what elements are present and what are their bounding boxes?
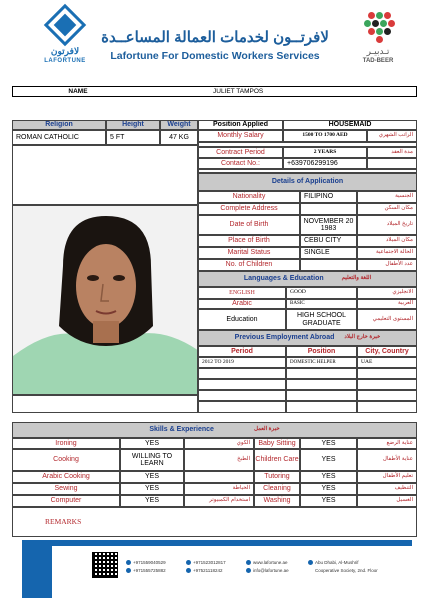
skill-cooking-arabic: الطبخ bbox=[184, 449, 254, 471]
company-name-english: Lafortune For Domestic Workers Services bbox=[110, 50, 320, 62]
footer bbox=[22, 540, 412, 598]
contact-label: Contact No.: bbox=[198, 158, 283, 169]
globe-icon bbox=[246, 560, 251, 565]
education-arabic: المستوى التعليمي bbox=[357, 309, 417, 330]
skill-cleaning-value: YES bbox=[300, 483, 357, 495]
footer-phone-1: +971559040529 bbox=[126, 560, 166, 565]
skill-arabic-cooking-value: YES bbox=[120, 471, 184, 483]
position-value: HOUSEMAID bbox=[283, 120, 417, 130]
address-value bbox=[300, 203, 357, 215]
skill-ironing-arabic: الكوي bbox=[184, 438, 254, 449]
skills-title-arabic: خبرة العمل bbox=[253, 426, 280, 433]
mail-icon bbox=[246, 568, 251, 573]
skill-babysitting-label: Baby Sitting bbox=[254, 438, 300, 449]
languages-title-text: Languages & Education bbox=[243, 275, 324, 283]
contact-value: +639706299196 bbox=[283, 158, 367, 169]
nationality-value: FILIPINO bbox=[300, 191, 357, 203]
dob-label: Date of Birth bbox=[198, 215, 300, 235]
employment-title-text: Previous Employment Abroad bbox=[234, 334, 335, 342]
skill-arabic-cooking-arabic bbox=[184, 471, 254, 483]
tadbeer-arabic: تـدبيـر bbox=[366, 46, 390, 56]
marital-value: SINGLE bbox=[300, 247, 357, 259]
logo-arabic: لافرتون bbox=[50, 46, 80, 56]
employment-position: DOMESTIC HELPER bbox=[286, 357, 357, 368]
employment-title-arabic: خبرة خارج البلاد bbox=[344, 334, 381, 341]
skill-babysitting-arabic: عناية الرضع bbox=[357, 438, 417, 449]
footer-phone-2: +971555725882 bbox=[126, 568, 166, 573]
phone-icon bbox=[126, 560, 131, 565]
skill-cleaning-arabic: التنظيف bbox=[357, 483, 417, 495]
footer-address-1: Abu Dhabi, Al-Mushrif bbox=[308, 560, 359, 565]
applicant-photo bbox=[12, 205, 198, 395]
position-label: Position Applied bbox=[198, 120, 283, 130]
contract-arabic: مدة العقد bbox=[367, 147, 417, 158]
marital-arabic: الحالة الاجتماعية bbox=[357, 247, 417, 259]
skill-washing-label: Washing bbox=[254, 495, 300, 507]
skill-tutoring-label: Tutoring bbox=[254, 471, 300, 483]
skills-title-text: Skills & Experience bbox=[149, 426, 214, 434]
children-label: No. of Children bbox=[198, 259, 300, 271]
address-label: Complete Address bbox=[198, 203, 300, 215]
employment-period: 2012 TO 2019 bbox=[198, 357, 286, 368]
skill-childcare-value: YES bbox=[300, 449, 357, 471]
weight-value: 47 KG bbox=[160, 130, 198, 145]
skill-cooking-value: WILLING TO LEARN bbox=[120, 449, 184, 471]
header bbox=[0, 0, 430, 78]
marital-label: Marital Status bbox=[198, 247, 300, 259]
weight-header: Weight bbox=[160, 120, 198, 130]
qr-code-icon bbox=[92, 552, 118, 578]
country-header: City, Country bbox=[357, 346, 417, 357]
dob-value: NOVEMBER 20 1983 bbox=[300, 215, 357, 235]
skill-cleaning-label: Cleaning bbox=[254, 483, 300, 495]
languages-title bbox=[198, 271, 417, 287]
salary-value: 1500 TO 1700 AED bbox=[283, 130, 367, 142]
period-header: Period bbox=[198, 346, 286, 357]
arabic-label: Arabic bbox=[198, 299, 286, 309]
salary-arabic: الراتب الشهري bbox=[367, 130, 417, 142]
languages-title-arabic: اللغة والتعليم bbox=[341, 275, 372, 282]
skill-computer-label: Computer bbox=[12, 495, 120, 507]
portrait-image bbox=[13, 206, 198, 395]
footer-address-2: Cooperative Society, 2nd. Floor bbox=[315, 568, 378, 573]
tadbeer-text: TAD-BEER bbox=[362, 58, 394, 64]
english-arabic: الانجليزي bbox=[357, 287, 417, 299]
skill-cooking-label: Cooking bbox=[12, 449, 120, 471]
arabic-arabic: العربية bbox=[357, 299, 417, 309]
application-title: Details of Application bbox=[198, 173, 417, 191]
skill-ironing-label: Ironing bbox=[12, 438, 120, 449]
footer-phone-4: +97521118242 bbox=[186, 568, 223, 573]
pob-value: CEBU CITY bbox=[300, 235, 357, 247]
skill-computer-arabic: استخدام الكمبيوتر bbox=[184, 495, 254, 507]
skill-tutoring-arabic: تعليم الأطفال bbox=[357, 471, 417, 483]
skill-sewing-value: YES bbox=[120, 483, 184, 495]
company-name-arabic: لافرتــون لخدمات العمالة المساعــدة bbox=[101, 29, 329, 46]
footer-web[interactable]: www.lafortune.ae bbox=[246, 560, 288, 565]
name-label: NAME bbox=[68, 88, 88, 95]
phone-icon bbox=[186, 560, 191, 565]
education-value: HIGH SCHOOL GRADUATE bbox=[286, 309, 357, 330]
pob-label: Place of Birth bbox=[198, 235, 300, 247]
footer-email[interactable]: info@lafortune.ae bbox=[246, 568, 289, 573]
employment-country: UAE bbox=[357, 357, 417, 368]
skill-tutoring-value: YES bbox=[300, 471, 357, 483]
lafortune-logo bbox=[40, 8, 90, 66]
skill-washing-arabic: الغسيل bbox=[357, 495, 417, 507]
skill-sewing-label: Sewing bbox=[12, 483, 120, 495]
children-arabic: عدد الأطفال bbox=[357, 259, 417, 271]
height-header: Height bbox=[106, 120, 160, 130]
skill-computer-value: YES bbox=[120, 495, 184, 507]
name-row bbox=[12, 86, 417, 97]
religion-value: ROMAN CATHOLIC bbox=[12, 130, 106, 145]
location-pin-icon bbox=[308, 560, 313, 565]
dob-arabic: تاريخ الميلاد bbox=[357, 215, 417, 235]
blank-area bbox=[12, 145, 198, 205]
contract-value: 2 YEARS bbox=[283, 147, 367, 158]
remarks-field: REMARKS bbox=[12, 507, 417, 537]
fax-icon bbox=[186, 568, 191, 573]
skill-washing-value: YES bbox=[300, 495, 357, 507]
skill-childcare-label: Children Care bbox=[254, 449, 300, 471]
arabic-value: BASIC bbox=[286, 299, 357, 309]
children-value bbox=[300, 259, 357, 271]
height-value: 5 FT bbox=[106, 130, 160, 145]
skill-arabic-cooking-label: Arabic Cooking bbox=[12, 471, 120, 483]
nationality-arabic: الجنسية bbox=[357, 191, 417, 203]
address-arabic: مكان السكن bbox=[357, 203, 417, 215]
skill-ironing-value: YES bbox=[120, 438, 184, 449]
skill-sewing-arabic: الخياطة bbox=[184, 483, 254, 495]
contract-label: Contract Period bbox=[198, 147, 283, 158]
skills-title bbox=[12, 422, 417, 438]
skill-babysitting-value: YES bbox=[300, 438, 357, 449]
pob-arabic: مكان الميلاد bbox=[357, 235, 417, 247]
name-value: JULIET TAMPOS bbox=[213, 88, 264, 95]
religion-header: Religion bbox=[12, 120, 106, 130]
position-header: Position bbox=[286, 346, 357, 357]
english-label: ENGLISH bbox=[198, 287, 286, 299]
logo-text: LAFORTUNE bbox=[44, 58, 86, 64]
nationality-label: Nationality bbox=[198, 191, 300, 203]
english-value: GOOD bbox=[286, 287, 357, 299]
skill-childcare-arabic: عناية الأطفال bbox=[357, 449, 417, 471]
employment-title bbox=[198, 330, 417, 346]
salary-label: Monthly Salary bbox=[198, 130, 283, 142]
tadbeer-logo bbox=[352, 10, 404, 68]
education-label: Education bbox=[198, 309, 286, 330]
footer-phone-3: +971523012817 bbox=[186, 560, 226, 565]
whatsapp-icon bbox=[126, 568, 131, 573]
